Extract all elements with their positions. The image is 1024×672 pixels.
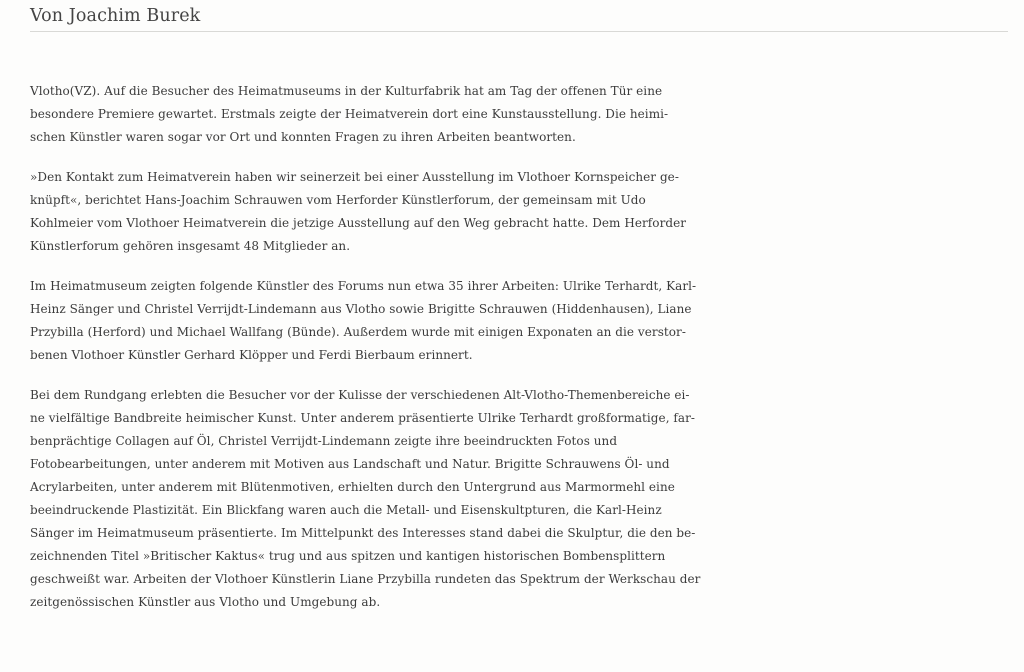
- text-line: besondere Premiere gewartet. Erstmals zeigte der Heimatverein dort eine Kunstausstellung. Die heimi-: [30, 107, 669, 121]
- text-line: beeindruckende Plastizität. Ein Blickfang waren auch die Metall- und Eisenskultpturen, die Karl-Heinz: [30, 503, 662, 517]
- paragraph-quote: [30, 166, 1024, 258]
- text-line: ne vielfältige Bandbreite heimischer Kunst. Unter anderem präsentierte Ulrike Terhardt großformatige, far-: [30, 411, 696, 425]
- text-line: Künstlerforum gehören insgesamt 48 Mitglieder an.: [30, 239, 351, 253]
- text-line: Bei dem Rundgang erlebten die Besucher vor der Kulisse der verschiedenen Alt-Vlotho-Themenbereiche ei-: [30, 388, 690, 402]
- text-line: Przybilla (Herford) und Michael Wallfang (Bünde). Außerdem wurde mit einigen Exponaten an die verstor-: [30, 325, 686, 339]
- text-line: schen Künstler waren sogar vor Ort und konnten Fragen zu ihren Arbeiten beantworten.: [30, 130, 576, 144]
- text-line: Heinz Sänger und Christel Verrijdt-Lindemann aus Vlotho sowie Brigitte Schrauwen (Hiddenhausen), Liane: [30, 302, 692, 316]
- paragraph-intro: [30, 80, 1024, 149]
- text-line: geschweißt war. Arbeiten der Vlothoer Künstlerin Liane Przybilla rundeten das Spektrum der Werkschau der: [30, 572, 701, 586]
- text-line: zeichnenden Titel »Britischer Kaktus« trug und aus spitzen und kantigen historischen Bombensplittern: [30, 549, 666, 563]
- byline-divider: [30, 31, 1008, 32]
- text-line: Vlotho(VZ). Auf die Besucher des Heimatmuseums in der Kulturfabrik hat am Tag der offenen Tür eine: [30, 84, 663, 98]
- article-body: [30, 80, 1024, 631]
- text-line: zeitgenössischen Künstler aus Vlotho und Umgebung ab.: [30, 595, 381, 609]
- paragraph-tour: [30, 384, 1024, 614]
- text-line: »Den Kontakt zum Heimatverein haben wir seinerzeit bei einer Ausstellung im Vlothoer Kornspeicher ge-: [30, 170, 679, 184]
- text-line: Kohlmeier vom Vlothoer Heimatverein die jetzige Ausstellung auf den Weg gebracht hatte. Dem Herforder: [30, 216, 687, 230]
- author-byline: Von Joachim Burek: [30, 6, 201, 26]
- text-line: knüpft«, berichtet Hans-Joachim Schrauwen vom Herforder Künstlerforum, der gemeinsam mit Udo: [30, 193, 646, 207]
- text-line: benen Vlothoer Künstler Gerhard Klöpper und Ferdi Bierbaum erinnert.: [30, 348, 473, 362]
- text-line: Acrylarbeiten, unter anderem mit Blütenmotiven, erhielten durch den Untergrund aus Marmormehl eine: [30, 480, 675, 494]
- text-line: Im Heimatmuseum zeigten folgende Künstler des Forums nun etwa 35 ihrer Arbeiten: Ulrike Terhardt, Karl-: [30, 279, 697, 293]
- text-line: Sänger im Heimatmuseum präsentierte. Im Mittelpunkt des Interesses stand dabei die Skulptur, die den be-: [30, 526, 696, 540]
- text-line: benprächtige Collagen auf Öl, Christel Verrijdt-Lindemann zeigte ihre beeindruckten Fotos und: [30, 434, 618, 448]
- text-line: Fotobearbeitungen, unter anderem mit Motiven aus Landschaft und Natur. Brigitte Schrauwens Öl- und: [30, 457, 670, 471]
- paragraph-artists: [30, 275, 1024, 367]
